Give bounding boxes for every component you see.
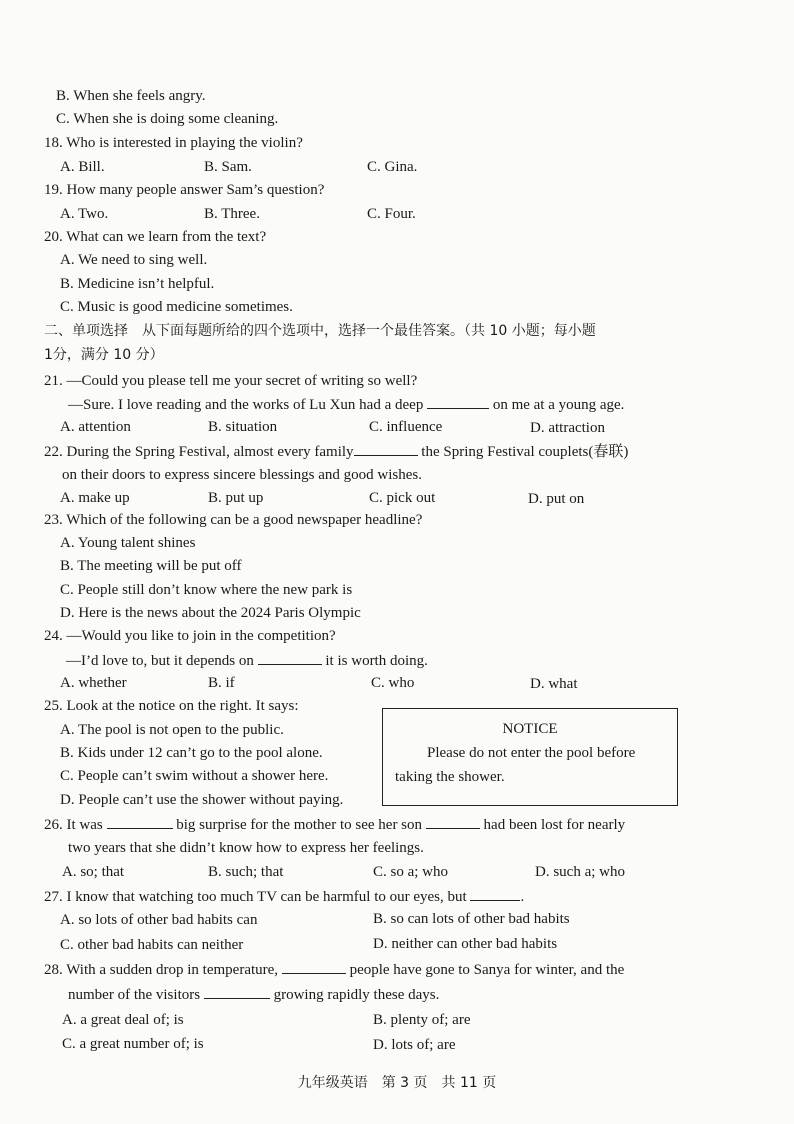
q28-line1: 28. With a sudden drop in temperature, people have gone to Sanya for winter, and the bbox=[44, 959, 624, 980]
q24-line2: —I’d love to, but it depends on it is worth doing. bbox=[66, 650, 428, 671]
q18-option-c: C. Gina. bbox=[367, 159, 418, 175]
q22-line2: on their doors to express sincere blessings and good wishes. bbox=[62, 467, 422, 483]
q26-option-d: D. such a; who bbox=[535, 864, 625, 880]
q19-stem: 19. How many people answer Sam’s question? bbox=[44, 182, 325, 198]
q22-option-b: B. put up bbox=[208, 490, 264, 506]
q23-stem: 23. Which of the following can be a good newspaper headline? bbox=[44, 512, 423, 528]
q28-blank-2 bbox=[204, 984, 270, 999]
notice-body-line2: taking the shower. bbox=[395, 769, 505, 785]
q25-option-b: B. Kids under 12 can’t go to the pool alone. bbox=[60, 745, 323, 761]
q19-option-a: A. Two. bbox=[60, 206, 109, 222]
q22-option-d: D. put on bbox=[528, 491, 585, 507]
notice-title: NOTICE bbox=[502, 721, 558, 737]
q27-option-c: C. other bad habits can neither bbox=[60, 937, 244, 953]
notice-box bbox=[382, 708, 678, 806]
q24-option-b: B. if bbox=[208, 675, 235, 691]
q26-option-a: A. so; that bbox=[62, 864, 125, 880]
q24-line1: 24. —Would you like to join in the competition? bbox=[44, 628, 336, 644]
q24-option-d: D. what bbox=[530, 676, 578, 692]
q20-stem: 20. What can we learn from the text? bbox=[44, 229, 267, 245]
q20-option-b: B. Medicine isn’t helpful. bbox=[60, 276, 215, 292]
q27-line1: 27. I know that watching too much TV can be harmful to our eyes, but . bbox=[44, 886, 524, 907]
q24-option-a: A. whether bbox=[60, 675, 127, 691]
q21-option-a: A. attention bbox=[60, 419, 131, 435]
q26-blank-2 bbox=[426, 814, 480, 829]
q21-option-c: C. influence bbox=[369, 419, 443, 435]
q22-option-a: A. make up bbox=[60, 490, 130, 506]
section2-score: 1分，满分 10 分） bbox=[44, 347, 164, 363]
q23-option-c: C. People still don’t know where the new park is bbox=[60, 582, 353, 598]
q27-option-b: B. so can lots of other bad habits bbox=[373, 911, 570, 927]
q24-blank bbox=[258, 650, 322, 665]
q28-option-d: D. lots of; are bbox=[373, 1037, 456, 1053]
q26-option-c: C. so a; who bbox=[373, 864, 448, 880]
q26-line1: 26. It was big surprise for the mother to see her son had been lost for nearly bbox=[44, 814, 625, 835]
q28-line2: number of the visitors growing rapidly these days. bbox=[68, 984, 439, 1005]
q18-option-b: B. Sam. bbox=[204, 159, 252, 175]
q18-stem: 18. Who is interested in playing the violin? bbox=[44, 135, 303, 151]
q21-option-d: D. attraction bbox=[530, 420, 605, 436]
notice-body-line1: Please do not enter the pool before bbox=[427, 745, 636, 761]
q21-line2: —Sure. I love reading and the works of Lu Xun had a deep on me at a young age. bbox=[68, 394, 624, 415]
q24-option-c: C. who bbox=[371, 675, 415, 691]
q28-option-c: C. a great number of; is bbox=[62, 1036, 204, 1052]
q27-blank bbox=[470, 886, 520, 901]
page-footer: 九年级英语 第 3 页 共 11 页 bbox=[297, 1075, 497, 1091]
section2-instructions: 二、单项选择 从下面每题所给的四个选项中，选择一个最佳答案。（共 10 小题；每小题 bbox=[44, 323, 596, 339]
q20-option-c: C. Music is good medicine sometimes. bbox=[60, 299, 293, 315]
q28-option-a: A. a great deal of; is bbox=[62, 1012, 184, 1028]
q21-line1: 21. —Could you please tell me your secret of writing so well? bbox=[44, 373, 418, 389]
q28-option-b: B. plenty of; are bbox=[373, 1012, 471, 1028]
q19-option-b: B. Three. bbox=[204, 206, 260, 222]
q21-option-b: B. situation bbox=[208, 419, 278, 435]
q25-option-c: C. People can’t swim without a shower here. bbox=[60, 768, 329, 784]
q21-blank bbox=[427, 394, 489, 409]
q22-line1: 22. During the Spring Festival, almost every family the Spring Festival couplets(春联) bbox=[44, 441, 628, 462]
q18-option-a: A. Bill. bbox=[60, 159, 105, 175]
q17-option-b: B. When she feels angry. bbox=[56, 88, 206, 104]
q22-option-c: C. pick out bbox=[369, 490, 436, 506]
q25-option-d: D. People can’t use the shower without paying. bbox=[60, 792, 344, 808]
q27-option-a: A. so lots of other bad habits can bbox=[60, 912, 258, 928]
q27-option-d: D. neither can other bad habits bbox=[373, 936, 558, 952]
q25-option-a: A. The pool is not open to the public. bbox=[60, 722, 284, 738]
q26-line2: two years that she didn’t know how to express her feelings. bbox=[68, 840, 424, 856]
q28-blank-1 bbox=[282, 959, 346, 974]
q17-option-c: C. When she is doing some cleaning. bbox=[56, 111, 279, 127]
q25-stem: 25. Look at the notice on the right. It says: bbox=[44, 698, 299, 714]
q20-option-a: A. We need to sing well. bbox=[60, 252, 208, 268]
q23-option-d: D. Here is the news about the 2024 Paris Olympic bbox=[60, 605, 361, 621]
q23-option-a: A. Young talent shines bbox=[60, 535, 196, 551]
q23-option-b: B. The meeting will be put off bbox=[60, 558, 242, 574]
q26-option-b: B. such; that bbox=[208, 864, 284, 880]
q22-blank bbox=[354, 441, 418, 456]
q19-option-c: C. Four. bbox=[367, 206, 416, 222]
q26-blank-1 bbox=[107, 814, 173, 829]
